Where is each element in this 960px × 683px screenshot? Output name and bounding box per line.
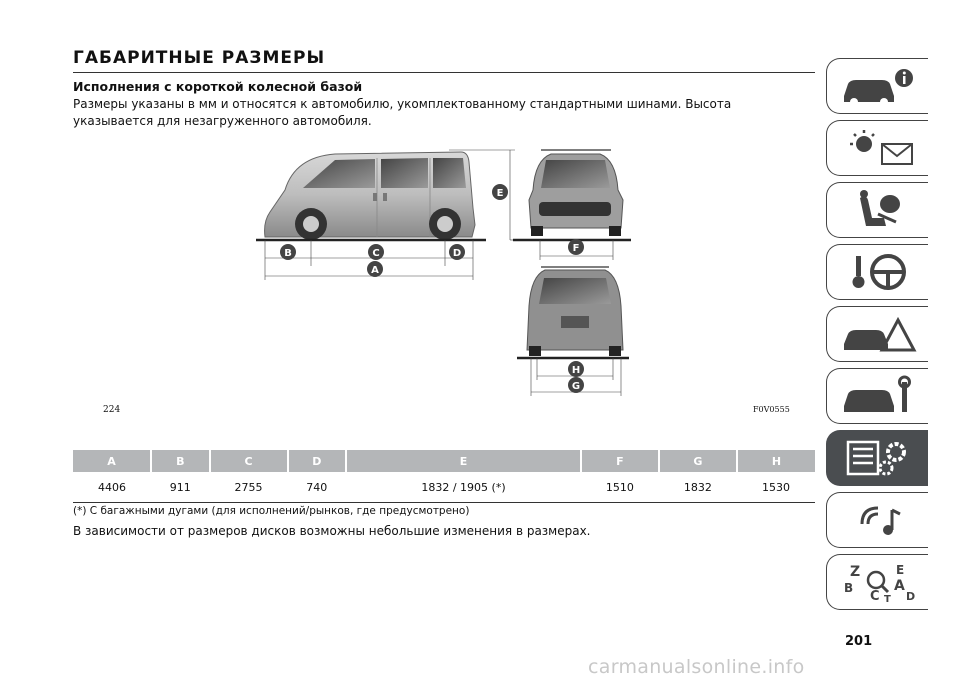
table-cell: 4406 xyxy=(73,472,151,503)
column-header: D xyxy=(288,450,347,472)
nav-tab-emergency[interactable] xyxy=(826,306,928,362)
table-cell: 911 xyxy=(151,472,210,503)
car-service-tools-icon xyxy=(838,374,918,418)
svg-text:G: G xyxy=(571,381,581,392)
svg-text:H: H xyxy=(571,365,581,376)
key-steering-wheel-icon xyxy=(838,250,918,294)
svg-text:E: E xyxy=(895,563,904,577)
dimension-marker-h xyxy=(568,361,584,377)
dimension-marker-a xyxy=(367,261,383,277)
nav-tab-maintenance[interactable] xyxy=(826,368,928,424)
svg-text:F: F xyxy=(572,243,580,254)
table-cell: 1510 xyxy=(581,472,659,503)
nav-tab-car-info[interactable] xyxy=(826,58,928,114)
nav-tab-safety[interactable] xyxy=(826,182,928,238)
nav-tab-multimedia[interactable] xyxy=(826,492,928,548)
rear-view-van xyxy=(527,267,623,356)
vehicle-dimension-diagram xyxy=(73,140,815,422)
svg-text:D: D xyxy=(905,590,915,603)
table-row xyxy=(73,472,815,503)
table-footnote: (*) С багажными дугами (для исполнений/рынков, где предусмотрено) xyxy=(73,505,470,517)
nav-tab-warning-lights[interactable] xyxy=(826,120,928,176)
multimedia-icon xyxy=(838,498,918,542)
table-cell: 740 xyxy=(288,472,347,503)
table-cell: 1530 xyxy=(737,472,815,503)
dimension-marker-e xyxy=(492,184,508,200)
column-header: C xyxy=(210,450,288,472)
svg-text:B: B xyxy=(284,248,292,259)
svg-text:Z: Z xyxy=(849,564,860,580)
rim-size-note: В зависимости от размеров дисков возможны небольшие изменения в размерах. xyxy=(73,524,591,538)
svg-text:B: B xyxy=(843,581,853,595)
column-header: G xyxy=(659,450,737,472)
index-letters-icon xyxy=(838,560,918,604)
title-rule xyxy=(73,72,815,73)
svg-text:A: A xyxy=(893,578,905,594)
dimension-marker-d xyxy=(449,244,465,260)
column-header: F xyxy=(581,450,659,472)
svg-text:A: A xyxy=(371,265,379,276)
column-header: E xyxy=(346,450,581,472)
column-header: A xyxy=(73,450,151,472)
nav-tab-starting-driving[interactable] xyxy=(826,244,928,300)
table-cell: 1832 / 1905 (*) xyxy=(346,472,581,503)
nav-tab-index[interactable] xyxy=(826,554,928,610)
svg-text:E: E xyxy=(496,188,504,199)
car-info-icon xyxy=(838,64,918,108)
page-title: ГАБАРИТНЫЕ РАЗМЕРЫ xyxy=(73,48,326,68)
page-number: 201 xyxy=(845,634,873,649)
dimensions-table xyxy=(73,450,815,503)
car-breakdown-warning-icon xyxy=(838,312,918,356)
airbag-seat-icon xyxy=(838,188,918,232)
table-cell: 2755 xyxy=(210,472,288,503)
dimension-marker-g xyxy=(568,377,584,393)
svg-text:C: C xyxy=(869,589,880,604)
table-header-row xyxy=(73,450,815,472)
figure-code: F0V0555 xyxy=(753,405,790,414)
svg-text:T: T xyxy=(883,594,891,604)
intro-paragraph: Размеры указаны в мм и относятся к автомобилю, укомплектованному стандартными шинами. Высота указывается для незагруженного автомобиля. xyxy=(73,97,732,128)
front-view-van xyxy=(529,150,623,236)
specifications-gears-icon xyxy=(838,436,918,480)
warning-lights-message-icon xyxy=(838,126,918,170)
watermark: carmanualsonline.info xyxy=(588,656,805,678)
column-header: B xyxy=(151,450,210,472)
side-view-van xyxy=(265,152,475,240)
dimension-marker-c xyxy=(368,244,384,260)
dimension-marker-b xyxy=(280,244,296,260)
table-cell: 1832 xyxy=(659,472,737,503)
svg-text:D: D xyxy=(452,248,462,259)
section-subtitle: Исполнения с короткой колесной базой xyxy=(73,79,363,94)
svg-text:C: C xyxy=(372,248,380,259)
nav-tab-specifications[interactable] xyxy=(826,430,928,486)
column-header: H xyxy=(737,450,815,472)
figure-number: 224 xyxy=(103,405,121,415)
dimensions-figure xyxy=(73,140,815,422)
dimension-marker-f xyxy=(568,239,584,255)
